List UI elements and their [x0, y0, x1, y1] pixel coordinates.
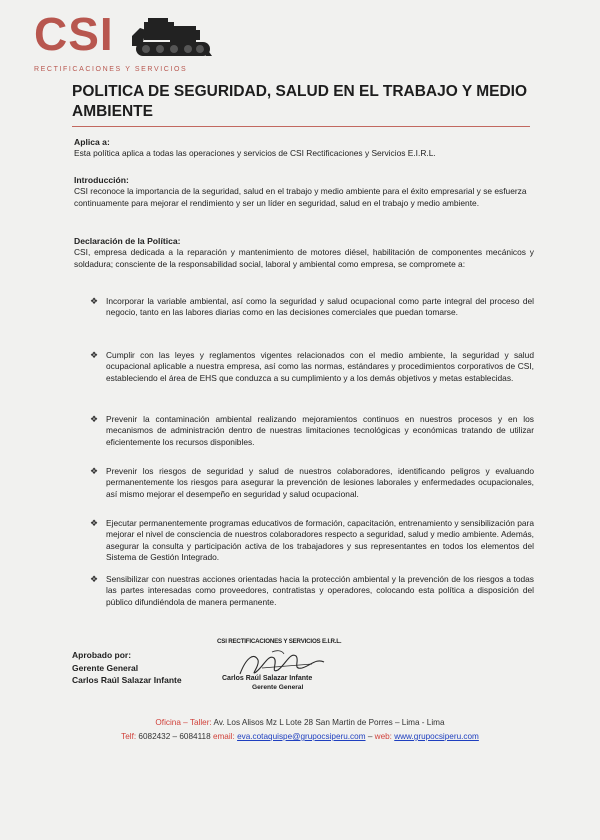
section-aplica [74, 137, 534, 160]
bullet-text: Incorporar la variable ambiental, así como la seguridad y salud ocupacional como parte integral del proceso del negocio, tanto en las labores diarias como en las decisiones comerciales que puedan tomarse. [106, 296, 534, 318]
section-body: CSI reconoce la importancia de la seguridad, salud en el trabajo y medio ambiente para el éxito empresarial y se esfuerza continuamente para mejorar el rendimiento y ser un líder en seguridad, salud en el trabajo y medio ambiente. [74, 186, 527, 208]
phone-numbers: 6082432 – 6084118 [138, 732, 211, 741]
bullet-text: Prevenir los riesgos de seguridad y salud de nuestros colaboradores, identificando peligros y evaluando permanentemente los riesgos para asegurar la prevención de lesiones laborales y enfermedades ocupacionales, así mismo mejorar el desempeño en seguridad y salud ocupacional. [106, 466, 534, 499]
bullet-text: Prevenir la contaminación ambiental realizando mejoramientos continuos en nuestros procesos y en los mecanismos de administración dentro de nuestras limitaciones tecnológicas y económicas tratando de utilizar eficientemente los recursos disponibles. [106, 414, 534, 447]
web-label: web: [374, 732, 392, 741]
office-label: Oficina – Taller: [155, 718, 212, 727]
logo-subtitle: RECTIFICACIONES Y SERVICIOS [34, 66, 188, 73]
list-item [90, 518, 534, 564]
stamp-person-name: Carlos Raúl Salazar Infante [222, 675, 313, 682]
approver-title: Gerente General [72, 662, 139, 673]
section-heading: Declaración de la Política: [74, 236, 181, 246]
diamond-bullet-icon: ❖ [90, 296, 99, 306]
logo-text: CSI [34, 8, 114, 60]
title-divider [72, 126, 530, 127]
signature-stamp [212, 638, 362, 694]
bulldozer-icon [130, 16, 214, 62]
web-link[interactable]: www.grupocsiperu.com [394, 732, 479, 741]
section-heading: Introducción: [74, 175, 129, 185]
office-address: Av. Los Alisos Mz L Lote 28 San Martin de Porres – Lima - Lima [213, 718, 445, 727]
section-body: Esta política aplica a todas las operaciones y servicios de CSI Rectificaciones y Servicios E.I.R.L. [74, 148, 436, 159]
footer-contact-line [0, 730, 600, 744]
bullet-text: Cumplir con las leyes y reglamentos vigentes relacionados con el medio ambiente, la seguridad y salud ocupacional aplicable a nuestra empresa, así como las normas, estándares y procedimientos corporativos de CSI, estableciendo el área de EHS que conduzca a su cumplimiento y a los demás objetivos y metas establecidas. [106, 350, 534, 383]
stamp-person-title: Gerente General [252, 684, 304, 691]
bullet-text: Ejecutar permanentemente programas educativos de formación, capacitación, entrenamiento y sensibilización para mejorar el nivel de consciencia de nuestros colaboradores respecto a seguridad, salud y medio ambiente. Además, asegurar la consulta y participación activa de los trabajadores y sus representantes en todos los elementos del Sistema de Gestión Integrado. [106, 518, 534, 563]
list-item [90, 466, 534, 500]
list-item [90, 574, 534, 608]
diamond-bullet-icon: ❖ [90, 574, 99, 584]
diamond-bullet-icon: ❖ [90, 518, 99, 528]
footer-address-line [0, 716, 600, 730]
section-declaracion [74, 236, 534, 270]
stamp-company-name: CSI RECTIFICACIONES Y SERVICIOS E.I.R.L. [217, 638, 342, 645]
approval-block [72, 649, 182, 687]
phone-label: Telf: [121, 732, 137, 741]
separator: – [367, 732, 373, 741]
footer [0, 716, 600, 744]
diamond-bullet-icon: ❖ [90, 414, 99, 424]
section-heading: Aplica a: [74, 137, 110, 147]
company-logo [34, 8, 214, 78]
bullet-text: Sensibilizar con nuestras acciones orientadas hacia la protección ambiental y la prevención de los riesgos a todas las partes interesadas como proveedores, contratistas y operadores, colocando esta política a disposición del público difundiéndola de manera permanente. [106, 574, 534, 607]
page-title: POLITICA DE SEGURIDAD, SALUD EN EL TRABAJO Y MEDIO AMBIENTE [72, 83, 528, 120]
list-item [90, 350, 534, 384]
list-item [90, 296, 534, 319]
diamond-bullet-icon: ❖ [90, 350, 99, 360]
approver-name: Carlos Raúl Salazar Infante [72, 675, 182, 686]
list-item [90, 414, 534, 448]
section-introduccion [74, 175, 534, 209]
email-link[interactable]: eva.cotaquispe@grupocsiperu.com [237, 732, 366, 741]
diamond-bullet-icon: ❖ [90, 466, 99, 476]
approval-label: Aprobado por: [72, 650, 132, 660]
email-label: email: [212, 732, 235, 741]
section-body: CSI, empresa dedicada a la reparación y mantenimiento de motores diésel, habilitación de componentes mecánicos y soldadura; consciente de la responsabilidad social, laboral y ambiental como empresa, se compromete a: [74, 247, 534, 269]
